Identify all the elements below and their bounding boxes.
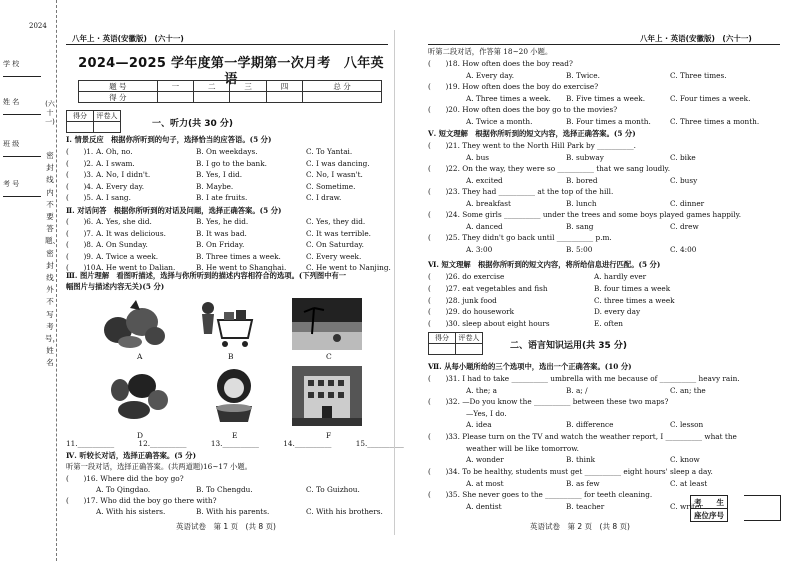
seat-number-entry[interactable] — [744, 495, 781, 521]
score-cell: 总 分 — [303, 81, 382, 92]
q22-option-c[interactable]: C. busy — [670, 175, 698, 185]
page2-footer: 英语试卷 第 2 页 (共 8 页) — [530, 522, 630, 531]
q23-option-c[interactable]: C. dinner — [670, 198, 705, 208]
q32-stem-cont: —Yes, I do. — [466, 408, 507, 418]
q1-number: ( )1. — [66, 147, 94, 156]
score-table — [78, 80, 382, 103]
q23-option-b[interactable]: B. lunch — [566, 198, 597, 208]
q17-option-b[interactable]: B. With his parents. — [196, 507, 270, 516]
q18-option-c[interactable]: C. Three times. — [670, 70, 727, 80]
part5-instruction: Ⅴ. 短文理解 根据你所听到的短文内容，选择正确答案。(5 分) — [428, 129, 636, 138]
grader-entry[interactable] — [67, 122, 94, 133]
q35-option-b[interactable]: B. teacher — [566, 501, 605, 511]
q16-option-a[interactable]: A. To Qingdao. — [96, 485, 151, 494]
q8-number: ( )8. — [66, 240, 94, 249]
q1-option-b[interactable]: B. On weekdays. — [196, 147, 258, 156]
part4-instruction: Ⅳ. 听较长对话，选择正确答案。(5 分) — [66, 451, 197, 460]
q33-option-c[interactable]: C. know — [670, 455, 700, 464]
score-cell: 二 — [194, 81, 230, 92]
grader-entry[interactable] — [94, 122, 121, 133]
q10-number: ( )10. — [66, 263, 98, 272]
q16-option-b[interactable]: B. To Chengdu. — [196, 485, 253, 494]
q17-option-a[interactable]: A. With his sisters. — [96, 507, 166, 516]
exam-number-line — [3, 196, 41, 197]
q16-option-c[interactable]: C. To Guizhou. — [306, 485, 360, 494]
q25-stem: ( )25. They didn't go back until __________ p.m. — [428, 233, 612, 242]
part7-instruction: Ⅶ. 从每小题所给的三个选项中，选出一个正确答案。(10 分) — [428, 362, 632, 371]
answer-blanks — [66, 440, 404, 449]
score-entry[interactable] — [266, 92, 302, 103]
blank-line[interactable]: __________ — [367, 439, 404, 448]
q8-option-b[interactable]: B. On Friday. — [196, 240, 245, 249]
seat-number-box — [690, 495, 728, 522]
q33-option-b[interactable]: B. think — [566, 455, 596, 464]
q1-option-c[interactable]: C. To Yantai. — [306, 147, 353, 156]
q18-option-b[interactable]: B. Twice. — [566, 70, 600, 80]
match-choice-d[interactable]: D. every day — [594, 307, 641, 317]
blank-15: 15. — [355, 439, 368, 448]
seal-line-notice: 密封线内不要答题、密封线外不写考号，姓名 — [45, 151, 60, 368]
q6-option-a[interactable]: A. Yes, she did. — [96, 217, 152, 226]
q19-option-c[interactable]: C. Four times a week. — [670, 93, 751, 103]
year-mark: 2024 — [29, 22, 47, 30]
part1-instruction: Ⅰ. 情景反应 根据你所听到的句子，选择恰当的应答语。(5 分) — [66, 135, 272, 144]
score-entry[interactable] — [303, 92, 382, 103]
match-item-30: ( )30. sleep about eight hours — [428, 319, 550, 329]
q2-option-c[interactable]: C. I was dancing. — [306, 158, 370, 168]
q17-option-c[interactable]: C. With his brothers. — [306, 507, 383, 516]
grader-label: 评卷人 — [456, 333, 483, 344]
picture-a-vegetables — [100, 298, 170, 350]
match-choice-b[interactable]: B. four times a week — [594, 283, 671, 293]
q7-option-c[interactable]: C. It was terrible. — [306, 228, 371, 238]
grader-box-1 — [66, 110, 121, 133]
blank-14: 14. — [283, 439, 295, 448]
blank-line[interactable]: __________ — [77, 439, 115, 448]
q7-number: ( )7. — [66, 228, 94, 238]
q2-option-b[interactable]: B. I go to the bank. — [196, 158, 267, 168]
q3-option-c[interactable]: C. No, I wasn't. — [306, 170, 363, 179]
q21-stem: ( )21. They went to the North Hill Park by __________. — [428, 141, 636, 150]
score-cell: 三 — [230, 81, 266, 92]
q22-stem: ( )22. On the way, they were so __________ that we sang loudly. — [428, 164, 671, 173]
q31-option-b[interactable]: B. a; / — [566, 385, 588, 395]
school-label: 学 校 — [3, 60, 20, 68]
blank-line[interactable]: __________ — [222, 439, 259, 448]
q34-option-a[interactable]: A. at most — [466, 478, 504, 488]
score-cell: 四 — [266, 81, 302, 92]
picture-d-fruits — [106, 366, 172, 426]
q21-option-c[interactable]: C. bike — [670, 152, 696, 162]
q17-stem: ( )17. Who did the boy go there with? — [66, 496, 217, 505]
q24-option-c[interactable]: C. drew — [670, 221, 699, 231]
section2-title: 二、语言知识运用(共 35 分) — [510, 341, 628, 351]
q35-stem: ( )35. She never goes to the __________ for teeth cleaning. — [428, 490, 653, 499]
q4-option-c[interactable]: C. Sometime. — [306, 181, 356, 191]
q25-option-b[interactable]: B. 5:00 — [566, 244, 593, 254]
q10-option-c[interactable]: C. He went to Nanjing. — [306, 263, 391, 272]
q18-stem: ( )18. How often does the boy read? — [428, 59, 573, 68]
q25-option-a[interactable]: A. 3:00 — [466, 244, 493, 254]
q16-stem: ( )16. Where did the boy go? — [66, 474, 184, 483]
page1-header: 八年上 · 英语(安徽版) (六十一) — [72, 34, 184, 43]
picture-a-label: A — [137, 352, 143, 361]
school-line — [3, 76, 41, 77]
q9-option-c[interactable]: C. Every week. — [306, 251, 362, 261]
match-choice-e[interactable]: E. often — [594, 319, 624, 329]
q10-option-a[interactable]: A. He went to Dalian. — [96, 263, 176, 272]
series-mark: (六十一) — [45, 100, 55, 126]
q9-number: ( )9. — [66, 251, 94, 261]
score-cell: 一 — [157, 81, 193, 92]
match-choice-c[interactable]: C. three times a week — [594, 295, 675, 305]
q31-option-c[interactable]: C. an; the — [670, 385, 706, 395]
match-choice-a[interactable]: A. hardly ever — [594, 272, 647, 281]
q24-stem: ( )24. Some girls __________ under the trees and some boys played games happily. — [428, 210, 742, 219]
q35-option-c[interactable]: C. writer — [670, 501, 703, 511]
q20-option-b[interactable]: B. Four times a month. — [566, 116, 651, 126]
q9-option-b[interactable]: B. Three times a week. — [196, 251, 281, 261]
q24-option-a[interactable]: A. danced — [466, 221, 503, 231]
q33-stem-cont: weather will be like tomorrow. — [466, 443, 579, 453]
class-line — [3, 156, 41, 157]
part6-instruction: Ⅵ. 短文理解 根据你所听到的短文内容，将所给信息进行匹配。(5 分) — [428, 260, 661, 269]
name-label: 姓 名 — [3, 98, 20, 106]
part3-instruction: Ⅲ. 图片理解 看图听描述，选择与你所听到的描述内容相符合的选项。(下列图中有一 — [66, 271, 347, 280]
seat-label-bottom: 座位序号 — [691, 509, 728, 522]
picture-d-label: D — [137, 431, 144, 440]
name-line — [3, 114, 41, 115]
q35-option-a[interactable]: A. dentist — [466, 501, 502, 511]
blank-line[interactable]: __________ — [150, 439, 187, 448]
grader-entry[interactable] — [456, 344, 483, 355]
binding-strip — [0, 0, 60, 561]
picture-e-girl-eating — [206, 366, 262, 426]
q22-option-a[interactable]: A. excited — [466, 175, 503, 185]
q33-option-a[interactable]: A. wonder — [466, 455, 504, 464]
q34-option-c[interactable]: C. at least — [670, 478, 708, 488]
blank-13: 13. — [210, 439, 223, 448]
q18-option-a[interactable]: A. Every day. — [466, 70, 515, 80]
q5-option-c[interactable]: C. I draw. — [306, 193, 342, 202]
match-item-27: ( )27. eat vegetables and fish — [428, 283, 548, 293]
part2-instruction: Ⅱ. 对话问答 根据你所听到的对话及问题，选择正确答案。(5 分) — [66, 206, 282, 215]
q19-option-a[interactable]: A. Three times a week. — [466, 93, 551, 103]
q20-stem: ( )20. How often does the boy go to the movies? — [428, 105, 618, 114]
q32-option-c[interactable]: C. lesson — [670, 420, 704, 429]
q10-option-b[interactable]: B. He went to Shanghai. — [196, 263, 287, 272]
q19-option-b[interactable]: B. Five times a week. — [566, 93, 646, 103]
q20-option-a[interactable]: A. Twice a month. — [466, 116, 533, 126]
q2-option-a[interactable]: A. I swam. — [96, 158, 135, 168]
q4-number: ( )4. — [66, 181, 94, 191]
q32-option-a[interactable]: A. idea — [466, 420, 492, 429]
grader-score-label: 得分 — [67, 111, 94, 122]
q25-option-c[interactable]: C. 4:00 — [670, 244, 697, 254]
q21-option-a[interactable]: A. bus — [466, 152, 490, 162]
q31-stem: ( )31. I had to take __________ umbrella with me because of __________ heavy rain. — [428, 374, 740, 383]
picture-f-building — [292, 366, 362, 426]
part3-instruction-cont: 幅图片与描述内容无关)(5 分) — [66, 282, 165, 291]
grader-score-label: 得分 — [429, 333, 456, 344]
q32-stem: ( )32. —Do you know the __________ between these two maps? — [428, 397, 669, 406]
q4-option-a[interactable]: A. Every day. — [96, 181, 145, 191]
score-entry[interactable] — [157, 92, 193, 103]
q31-option-a[interactable]: A. the; a — [466, 385, 497, 395]
score-entry[interactable] — [230, 92, 266, 103]
q6-option-b[interactable]: B. Yes, he did. — [196, 217, 249, 226]
q8-option-a[interactable]: A. On Sunday. — [96, 240, 148, 249]
q3-option-b[interactable]: B. Yes, I did. — [196, 170, 243, 179]
q7-option-b[interactable]: B. It was bad. — [196, 228, 247, 238]
part4-subinstruction-2: 听第二段对话，作答第 18~20 小题。 — [428, 47, 553, 56]
exam-title: 2024—2025 学年度第一学期第一次月考 八年英语 — [78, 56, 384, 87]
seat-label-top: 考 生 — [691, 496, 728, 509]
match-item-28: ( )28. junk food — [428, 295, 497, 305]
q6-option-c[interactable]: C. Yes, they did. — [306, 217, 366, 226]
q24-option-b[interactable]: B. sang — [566, 221, 594, 231]
page1-header-rule — [66, 44, 388, 45]
page2-header: 八年上 · 英语(安徽版) (六十一) — [640, 34, 752, 43]
picture-c-beach — [292, 298, 362, 350]
score-cell: 题 号 — [79, 81, 158, 92]
picture-c-label: C — [326, 352, 332, 361]
q8-option-c[interactable]: C. On Saturday. — [306, 240, 364, 249]
q4-option-b[interactable]: B. Maybe. — [196, 181, 234, 191]
picture-e-label: E — [232, 431, 238, 440]
q2-number: ( )2. — [66, 158, 94, 168]
blank-11: 11. — [66, 439, 78, 448]
grader-box-2 — [428, 332, 483, 355]
picture-b-label: B — [228, 352, 234, 361]
q3-number: ( )3. — [66, 170, 94, 179]
q5-option-b[interactable]: B. I ate fruits. — [196, 193, 248, 202]
page1-footer: 英语试卷 第 1 页 (共 8 页) — [176, 522, 276, 531]
blank-line[interactable]: __________ — [294, 439, 332, 448]
q34-stem: ( )34. To be healthy, students must get __________ eight hours' sleep a day. — [428, 467, 713, 476]
exam-number-label: 考 号 — [3, 180, 20, 188]
picture-f-label: F — [326, 431, 332, 440]
q23-option-a[interactable]: A. breakfast — [466, 198, 511, 208]
picture-b-shopping-cart — [192, 298, 262, 350]
q5-option-a[interactable]: A. I sang. — [96, 193, 131, 202]
grader-entry[interactable] — [429, 344, 456, 355]
match-item-26: ( )26. do exercise — [428, 272, 505, 281]
q1-option-a[interactable]: A. Oh, no. — [96, 147, 133, 156]
q22-option-b[interactable]: B. bored — [566, 175, 598, 185]
score-entry[interactable] — [194, 92, 230, 103]
q20-option-c[interactable]: C. Three times a month. — [670, 116, 760, 126]
q9-option-a[interactable]: A. Twice a week. — [96, 251, 159, 261]
q34-option-b[interactable]: B. as few — [566, 478, 600, 488]
q6-number: ( )6. — [66, 217, 94, 226]
q33-stem: ( )33. Please turn on the TV and watch the weather report, I __________ what the — [428, 432, 737, 441]
score-cell: 得 分 — [79, 92, 158, 103]
q5-number: ( )5. — [66, 193, 94, 202]
blank-12: 12. — [138, 439, 151, 448]
q21-option-b[interactable]: B. subway — [566, 152, 604, 162]
match-item-29: ( )29. do housework — [428, 307, 514, 317]
q7-option-a[interactable]: A. It was delicious. — [96, 228, 166, 238]
q32-option-b[interactable]: B. difference — [566, 420, 614, 429]
grader-label: 评卷人 — [94, 111, 121, 122]
section1-title: 一、听力(共 30 分) — [152, 119, 234, 129]
page2-header-rule — [428, 44, 780, 45]
q3-option-a[interactable]: A. No, I didn't. — [96, 170, 151, 179]
part4-subinstruction: 听第一段对话，选择正确答案。(共两道题)16~17 小题。 — [66, 462, 252, 471]
page-divider — [394, 30, 395, 535]
q23-stem: ( )23. They had __________ at the top of the hill. — [428, 187, 614, 196]
class-label: 班 级 — [3, 140, 20, 148]
q19-stem: ( )19. How often does the boy do exercise? — [428, 82, 599, 91]
